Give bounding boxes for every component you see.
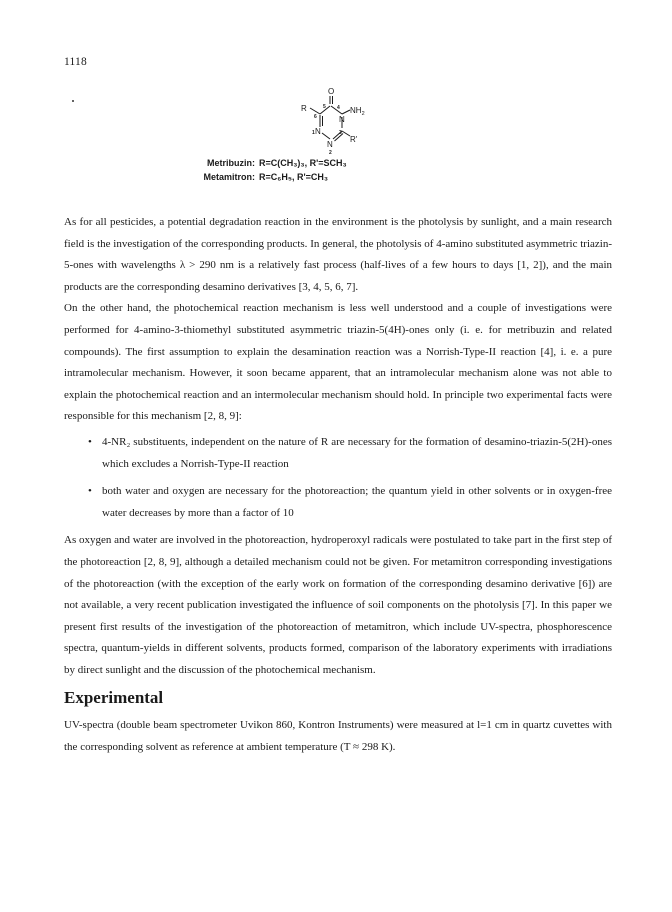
paragraph-hydroperoxyl: As oxygen and water are involved in the photoreaction, hydroperoxyl radicals were postulated to take part in the first step of the photoreaction [2, 8, 9], although a detailed mechanism could not be given. For metamitron corresponding investigations of the photoreaction (with the exception of the early work on formation of the corresponding desamino derivative [6]) are not available, a very recent publication investigated the influence of soil components on the photolysis [7]. In this paper we present first results of the investigation of the photoreaction of metamitron, which include UV-spectra, phosphorescence spectra, quantum-yields in different solvents, products formed, comparison of the laboratory experiments with irradiations by direct sunlight and the discussion of the photochemical mechanism.: [64, 534, 612, 676]
position-1: 1: [312, 130, 315, 136]
atom-o: O: [328, 87, 335, 96]
stray-dot: [72, 100, 74, 102]
page-number: 1118: [64, 56, 87, 68]
structure-caption: [60, 156, 620, 184]
atom-n2: N: [327, 140, 333, 149]
compound-formula: R=C₆H₅, R'=CH₃: [259, 172, 329, 182]
bond-n1-n2: [322, 133, 330, 139]
paragraph-mechanism: On the other hand, the photochemical reaction mechanism is less well understood and a couple of investigations were performed for 4-amino-3-thiomethyl substituted asymmetric triazin-5(4H)-ones only (i. e. for metribuzin and related compounds). The first assumption to explain the desamination reaction was a Norrish-Type-II reaction [4], i. e. a pure intramolecular mechanism. However, it soon became apparent, that an intramolecular mechanism alone was not able to explain the photochemical reaction and an intermolecular mechanism should hold. In principle two experimental facts were responsible for this mechanism [2, 8, 9]:: [64, 302, 612, 423]
facts-list: [64, 432, 612, 524]
position-2: 2: [329, 150, 332, 156]
position-4: 4: [337, 105, 340, 111]
list-item: [88, 432, 612, 475]
section-title-experimental: Experimental: [64, 688, 164, 708]
atom-n4: N: [339, 115, 345, 124]
triazinone-structure: [270, 84, 410, 156]
list-item: [88, 481, 612, 524]
atom-rprime: R': [350, 135, 358, 144]
list-item-text: 4-NR₂ substituents, independent on the nature of R are necessary for the formation of desamino-triazin-5(2H)-ones which excludes a Norrish-Type-II reaction: [102, 435, 612, 470]
position-5: 5: [323, 104, 326, 110]
caption-row-metribuzin: [60, 156, 620, 170]
atom-nh2: $NH_2$: [350, 106, 365, 117]
bullet-icon: •: [88, 435, 92, 448]
compound-name: Metribuzin:: [207, 158, 255, 168]
bond-n4-nh2: [342, 110, 350, 114]
bond-c3-rprime: [342, 131, 350, 136]
compound-name: Metamitron:: [203, 172, 255, 182]
paragraph-intro: As for all pesticides, a potential degradation reaction in the environment is the photolysis by sunlight, and a main research field is the investigation of the corresponding products. In general, the photolysis of 4-amino substituted asymmetric triazin-5-ones with wavelengths λ > 290 nm is a relatively fast process (half-lives of a few hours to days [1, 2]), and the main products are the corresponding desamino derivatives [3, 4, 5, 6, 7].: [64, 216, 612, 293]
caption-row-metamitron: [60, 170, 620, 184]
position-3: 3: [339, 130, 342, 136]
bullet-icon: •: [88, 485, 92, 498]
paragraph-experimental: UV-spectra (double beam spectrometer Uvikon 860, Kontron Instruments) were measured at l=1 cm in quartz cuvettes with the corresponding solvent as reference at ambient temperature (T ≈ 298 K).: [64, 719, 612, 754]
atom-n1: N: [315, 127, 321, 136]
compound-formula: R=C(CH₃)₃, R'=SCH₃: [259, 158, 347, 168]
atom-r: R: [301, 104, 307, 113]
position-6: 6: [314, 114, 317, 120]
list-item-text: both water and oxygen are necessary for the photoreaction; the quantum yield in other solvents or in oxygen-free water decreases by more than a factor of 10: [102, 485, 612, 519]
body-text: [64, 212, 612, 759]
